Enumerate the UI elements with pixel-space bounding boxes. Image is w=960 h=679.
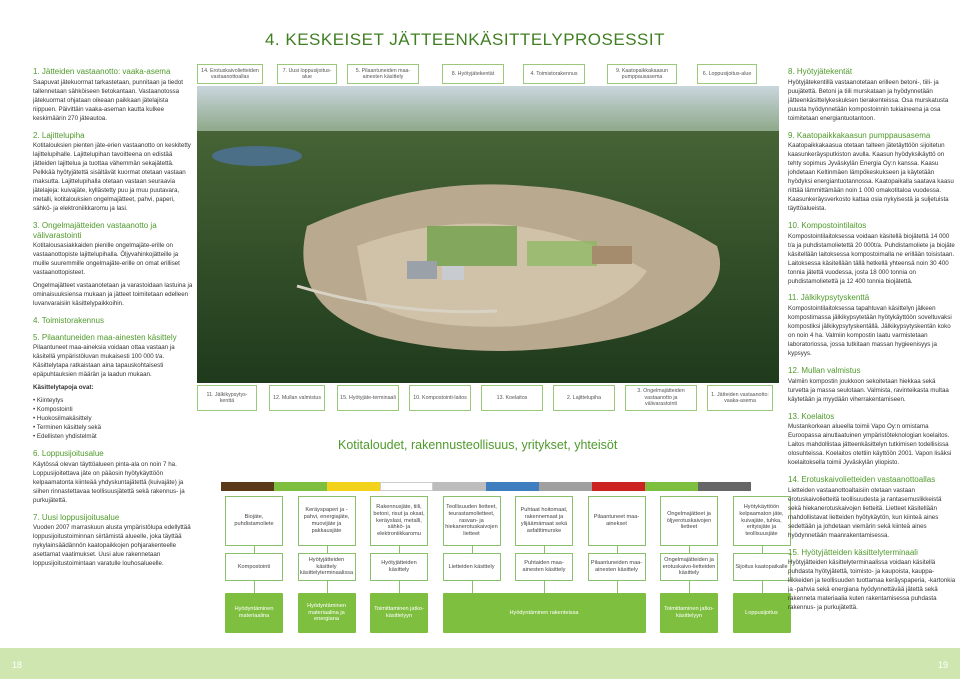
section [33, 333, 193, 442]
treatment-box: Lietteiden käsittely [443, 553, 501, 581]
bullet-list [33, 397, 193, 442]
section [788, 67, 956, 124]
connector [472, 581, 473, 593]
section [788, 131, 956, 214]
label-14: 14. Erotuskaivolietteiden vastaanottoallas [197, 64, 263, 84]
label-7: 7. Uusi loppusijoitus-alue [277, 64, 337, 84]
connector [254, 581, 255, 593]
section-paragraph: Kompostointilaitoksessa tapahtuvan käsittelyn jälkeen kompostimassa jälkikypsytetään hyötykäyttöön soveltuvaksi kompostiksi jälkikypsytyskentällä. Jälkikypsytyskentän koko on noin 4 ha. Valmiin kompostin laatu varmistetaan laboratoriossa, jossa tutkitaan massan hygieenisyys ja kypsyys. [788, 305, 952, 357]
connector [762, 581, 763, 593]
connector [617, 581, 618, 593]
section-heading: 7. Uusi loppusijoitusalue [33, 512, 120, 522]
outcome-box: Toimittaminen jatko-käsittelyyn [370, 593, 428, 633]
treatment-box: Sijoitus kaatopaikalle [733, 553, 791, 581]
treatment-box: Ongelmajätteiden ja erotuskaivo-lietteiden käsittely [660, 553, 718, 581]
treatment-box: Hyötyjätteiden käsittely [370, 553, 428, 581]
section [33, 449, 193, 506]
list-item: • Huokosilmakäsittely [33, 415, 193, 424]
section-paragraph: Kompostointilaitoksessa voidaan käsitellä biojätettä 14 000 t/a ja puhdistamolietettä 20 000t/a. Puhdistamoliete ja biojäte käsitellään laitoksessa kompostoimalla ne erillään toisistaan. Laitoksessa käsitellään tällä hetkellä yhteensä noin 30 400 tonnia jätettä vuodessa, josta 18 000 tonnia on puhdistamolietettä ja 12 400 tonnia biojätettä. [788, 232, 955, 285]
outcome-box: Toimittaminen jatko-käsittelyyn [660, 593, 718, 633]
waste-source-box: Teollisuuden lietteet, teurastamolietteet, rasvan- ja hiekanerotuskaivojen lietteet [443, 496, 501, 546]
color-strip-segment [645, 482, 698, 491]
section-heading: 12. Mullan valmistus [788, 365, 861, 375]
section-heading: 14. Erotuskaivolietteiden vastaanottoallas [788, 475, 936, 485]
section-heading: 5. Pilaantuneiden maa-ainesten käsittely [33, 332, 177, 342]
treatment-box: Hyötyjätteiden käsittely käsittelyterminaalissa [298, 553, 356, 581]
section-heading: 8. Hyötyjätekentät [788, 67, 853, 76]
outcome-box: Loppusijoitus [733, 593, 791, 633]
section-heading: 4. Toimistorakennus [33, 316, 104, 326]
color-strip-segment [698, 482, 751, 491]
color-strip-segment [486, 482, 539, 491]
section-heading: 13. Koelaitos [788, 411, 835, 421]
color-strip-segment [274, 482, 327, 491]
section-paragraph: Vuoden 2007 marraskuun alusta ympäristölupa edellyttää loppusijoitustoiminnan siirtämistä alueelle, joka täyttää nykylainsäädännön kaatopaikkojen pohjarakenteelle asettamat vaatimukset. Uusi alue rakennetaan loppusijoitustoimintaan varatulle louhosalueelle. [33, 524, 191, 567]
color-strip-segment [221, 482, 274, 491]
page-title: 4. KESKEISET JÄTTEENKÄSITTELYPROSESSIT [264, 30, 665, 49]
section-heading: 3. Ongelmajätteiden vastaanotto ja välivarastointi [33, 220, 157, 240]
color-strip-segment [539, 482, 592, 491]
left-column [33, 67, 193, 567]
section [788, 366, 956, 405]
label-11: 11. Jälkikypsytys-kenttä [197, 385, 257, 411]
label-9: 9. Kaatopaikkakaasun pumppausasema [607, 64, 677, 84]
footer-band [0, 648, 960, 679]
section-paragraph: Lietteiden vastaanottoaltaisiin otetaan vastaan erotuskaivolietteitä teollisuudesta ja rantasemuslikkeistä sekä hiekanerotuskaivojen lietteitä. Lietteet käsitellään mahdollistavat lietteiden hyötykäytön, kun kiinteä aines sedettään ja johdetaan viemärin sekä kiinteä aines hyödynnetään maanrakentamisessa. [788, 486, 942, 539]
connector [544, 581, 545, 593]
outcome-box: Hyödyntäminen materiaalina ja energiana [298, 593, 356, 633]
waste-source-box: Rakennusjäte, tiili, betoni, risut ja oksat, keräyslasi, metalli, sähkö- ja elektroniikkaromu [370, 496, 428, 546]
label-2: 2. Lajittelupiha [553, 385, 615, 411]
connector [689, 546, 690, 553]
list-item: • Kiinteytys [33, 397, 193, 406]
section-heading: 6. Loppusijoitusalue [33, 449, 104, 459]
list-item: • Kompostointi [33, 406, 193, 415]
treatment-box: Puhtaiden maa-ainesten käsittely [515, 553, 573, 581]
waste-source-box: Keräyspaperi ja -pahvi, energiajäte, muovijäte ja pakkausjäte [298, 496, 356, 546]
section-heading: 9. Kaatopaikkakaasun pumppausasema [788, 130, 931, 140]
right-column [788, 67, 956, 647]
section-paragraph: Ongelmajätteet vastaanotetaan ja varastoidaan lastuina ja ominaisuuksiensa mukaan ja jätteet toimitetaan edelleen luvanvaraisiin käsittelypaikkoihin. [33, 282, 193, 308]
connector [544, 546, 545, 553]
waste-source-box: Puhtaat hoitomaat, rakennemaat ja ylijäämämaat sekä asfalttimurske [515, 496, 573, 546]
page-number-right: 19 [937, 660, 948, 670]
waste-source-box: Pilaantuneet maa-ainekset [588, 496, 646, 546]
section [788, 412, 956, 469]
section-paragraph: Kotitalouksien pienten jäte-erien vastaanotto on keskitetty lajittelupihalle. Lajittelupihan tavoitteena on edistää jätteiden lajittelua ja tuottaa vähemmän sekajätettä. Pelkkää hyötyjätettä sisältävät kuormat otetaan vastaan maksutta. Lajittelupihalla otetaan vastaan seuraavia jätelajeja: kuivajäte, kyllästetty puu ja muu puutavara, metalli, kotitalouksien ongelmajätteet, pahvi, paperi, sähkö- ja elektroniikkaromu ja lasi. [33, 142, 191, 212]
connector [689, 581, 690, 593]
connector [327, 546, 328, 553]
waste-source-box: Biojäte, puhdistamoliete [225, 496, 283, 546]
bottom-labels [197, 383, 779, 413]
color-strip-segment [592, 482, 645, 491]
outcome-box: Hyödyntäminen materiaalina [225, 593, 283, 633]
list-item: • Edellisten yhdistelmät [33, 433, 193, 442]
connector [399, 546, 400, 553]
flow-title: Kotitaloudet, rakennusteollisuus, yritykset, yhteisöt [338, 438, 618, 452]
label-13: 13. Koelaitos [481, 385, 543, 411]
section-paragraph: Mustankorkean alueella toimii Vapo Oy:n omistama Euroopassa ainutlaatuinen ympäristöteknologian koelaitos. Laitos mahdollistaa jätteenkäsittelyn tutkimisen todellisissa olosuhteissa. Koelaitos otettiin käyttöön 2001. Vapon lisäksi koelaitoksella toimii Jyväskylän yliopisto. [788, 423, 952, 467]
section-paragraph: Hyötyjätekentillä vastaanotetaan erilleen betoni-, tiili- ja puujätettä. Betoni ja tiili murskataan ja hyödynnetään jätteenkäsittelykeskuksen tierakenteissa. Osa murskatusta puusta hyödynnetään kompostoinnin tukiaineena ja osa toimitetaan energiantuotantoon. [788, 78, 949, 122]
section [33, 131, 193, 214]
section-heading: 2. Lajittelupiha [33, 130, 85, 140]
label-6: 6. Loppusijoitus-alue [697, 64, 757, 84]
section-paragraph: Saapuvat jätekuormat tarkastetaan, punnitaan ja tiedot tallennetaan sähköiseen tietokantaan. Vastaanotossa jätekuormat ohjataan oikeaan paikkaan jätelajista riippuen. Päivittäin vaaka-aseman kautta kulkee keskimäärin 270 jäteautoa. [33, 78, 183, 122]
section [33, 67, 193, 124]
section-paragraph: Valmiin kompostin joukkoon sekoitetaan hiekkaa sekä turvetta ja massa seulotaan. Valmista, ravinteikasta multaa käytetään ja myydään viherrakentamiseen. [788, 377, 949, 403]
section-heading: 1. Jätteiden vastaanotto: vaaka-asema [33, 67, 171, 76]
aerial-photo-graphic [197, 86, 779, 383]
label-3: 3. Ongelmajätteiden vastaanotto ja välivarastointi [625, 385, 697, 411]
section [33, 316, 193, 326]
label-10: 10. Kompostointi-laitos [409, 385, 471, 411]
section [788, 221, 956, 287]
section-paragraph: Hyötyjätteiden käsittelyterminaalissa voidaan käsitellä puhdasta hyötyjätettä, toimisto- ja kaupoista, kauppa- liikkeiden ja teollisuuden tuottamaa keräyspaperia, -kartonkia ja -pahvia sekä energiana hyödynnettävää jätettä sekä rakenneta materiaalia kuten rakentamisessa puhdasta rakennus- ja purkujätettä. [788, 559, 956, 612]
section-heading: 11. Jälkikypsytyskenttä [788, 293, 870, 303]
header [0, 0, 960, 62]
treatment-box: Pilaantuneiden maa-ainesten käsittely [588, 553, 646, 581]
connector [399, 581, 400, 593]
flow-chart [197, 482, 788, 642]
section [788, 475, 956, 541]
top-labels [197, 64, 779, 86]
outcome-box: Hyödyntäminen rakenteissa [443, 593, 646, 633]
connector [254, 546, 255, 553]
color-strip-segment [327, 482, 380, 491]
list-item: • Terminen käsittely sekä [33, 424, 193, 433]
connector [762, 546, 763, 553]
section [788, 548, 956, 614]
label-5: 5. Pilaantuneiden maa-ainesten käsittely [347, 64, 419, 84]
treatment-box: Kompostointi [225, 553, 283, 581]
section-paragraph: Käytössä olevan täyttöalueen pinta-ala on noin 7 ha. Loppusijoitettava jäte on pääosin hyötykäyttöön kelpaamatonta kiinteää yhdyskuntajätettä (kuivajäte) ja siihen rinnastettavaa teollisuusjätettä sekä rakennus- ja purkujätettä. [33, 460, 185, 504]
section-heading: 15. Hyötyjätteiden käsittelyterminaali [788, 547, 918, 557]
aerial-photo [197, 86, 779, 383]
section-paragraph: Kaatopaikkakaasua otetaan talteen jätetäyttöön sijoitetun kaasunkeräysputkiston avulla. Kaasun hyödyksikäyttö on tehty sopimus Jyväskylän Energia Oy:n kanssa. Kaasu johdetaan Keltinmäen lämpökeskukseen ja käytetään hyödyksi energiantuotannossa. Kaatopaikalla saatava kaasu riittää lämmittämään noin 1 000 omakotitaloa vuodessa. Kaasunkeräysverkosto kattaa osia nykyisestä ja suljetuista täyttöalueista. [788, 142, 954, 212]
connector [327, 581, 328, 593]
connector [472, 546, 473, 553]
label-8: 8. Hyötyjätekentät [442, 64, 504, 84]
label-4: 4. Toimistorakennus [523, 64, 585, 84]
section [33, 221, 193, 309]
color-strip-segment [433, 482, 486, 491]
section [33, 513, 193, 567]
waste-source-box: Hyötykäyttöön kelpaamaton jäte, kuivajäte, tuhka, erityisjäte ja teollisuusjäte [733, 496, 791, 546]
waste-source-box: Ongelmajätteet ja öljyerotuskaivojen lietteet [660, 496, 718, 546]
color-strip-segment [380, 482, 433, 491]
label-12: 12. Mullan valmistus [269, 385, 325, 411]
label-1: 1. Jätteiden vastaanotto: vaaka-asema [707, 385, 773, 411]
section-paragraph: Kotitalousasiakkaiden pienille ongelmajäte-erille on vastaanottopiste lajittelupihalla. Öljyvahinkojätteille ja muille suuremmille ongelmajäte-erille on omat erilliset vastaanottopisteet. [33, 242, 180, 277]
list-title: Käsittelytapoja ovat: [33, 384, 94, 392]
connector [617, 546, 618, 553]
label-15: 15. Hyötyjäte-terminaali [337, 385, 399, 411]
section-paragraph: Pilaantuneet maa-aineksia voidaan ottaa vastaan ja käsitellä ympäristöluvan mukaisesti 100 000 t/a. Käsittelytapa ratkaistaan aina tapauskohtaisesti epäpuhtauksien määrän ja laadun mukaan. [33, 344, 175, 379]
section-heading: 10. Kompostointilaitos [788, 220, 867, 230]
section [788, 293, 956, 359]
page-number-left: 18 [12, 660, 23, 670]
